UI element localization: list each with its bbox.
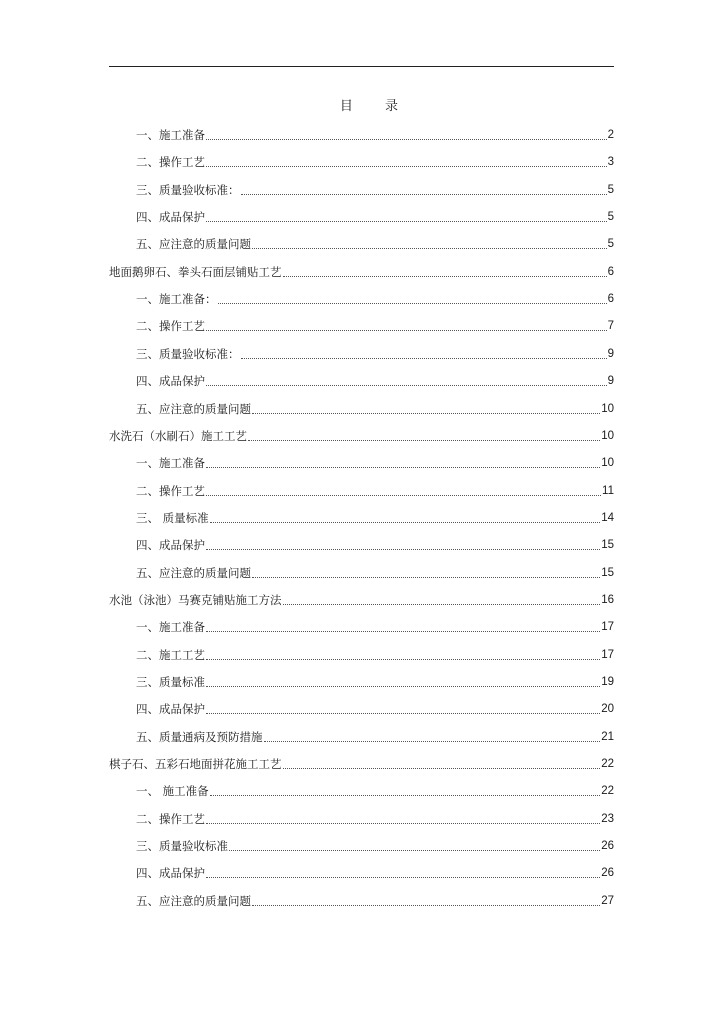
toc-leader-dots xyxy=(248,440,600,441)
toc-leader-dots xyxy=(241,194,607,195)
toc-entry[interactable] xyxy=(136,154,614,170)
toc-leader-dots xyxy=(206,330,607,331)
toc-page-number: 5 xyxy=(607,184,614,196)
toc-entry-title: 地面鹅卵石、拳头石面层铺贴工艺 xyxy=(109,265,282,279)
toc-leader-dots xyxy=(206,686,600,687)
toc-entry[interactable] xyxy=(136,865,614,881)
toc-entry-title: 三、质量验收标准： xyxy=(136,347,240,361)
toc-entry-title: 三、质量验收标准 xyxy=(136,839,228,853)
toc-page-number: 6 xyxy=(607,293,614,305)
toc-entry[interactable] xyxy=(136,811,614,827)
toc-entry[interactable] xyxy=(136,236,614,252)
toc-entry[interactable] xyxy=(136,783,614,799)
toc-entry[interactable] xyxy=(136,127,614,143)
toc-entry[interactable] xyxy=(136,729,614,745)
toc-page-number: 26 xyxy=(601,867,614,879)
toc-page-number: 10 xyxy=(601,430,614,442)
toc-page-number: 20 xyxy=(601,703,614,715)
toc-entry-title: 二、施工工艺 xyxy=(136,648,205,662)
toc-leader-dots xyxy=(283,604,601,605)
toc-leader-dots xyxy=(206,823,600,824)
toc-entry-title: 一、施工准备： xyxy=(136,292,217,306)
toc-page-number: 9 xyxy=(607,348,614,360)
toc-page-number: 19 xyxy=(601,676,614,688)
toc-title: 目 录 xyxy=(339,99,413,114)
toc-entry-title: 三、 质量标准 xyxy=(136,511,209,525)
toc-entry-title: 五、应注意的质量问题 xyxy=(136,566,251,580)
toc-leader-dots xyxy=(252,248,607,249)
toc-leader-dots xyxy=(206,495,601,496)
toc-leader-dots xyxy=(206,139,607,140)
toc-leader-dots xyxy=(206,877,600,878)
toc-entry[interactable] xyxy=(136,838,614,854)
toc-page-number: 5 xyxy=(607,211,614,223)
toc-entry[interactable] xyxy=(136,701,614,717)
toc-entry-title: 一、施工准备 xyxy=(136,456,205,470)
toc-page-number: 27 xyxy=(601,895,614,907)
toc-leader-dots xyxy=(206,659,600,660)
toc-page-number: 9 xyxy=(607,375,614,387)
toc-entry-title: 一、施工准备 xyxy=(136,620,205,634)
toc-leader-dots xyxy=(229,850,600,851)
toc-page-number: 6 xyxy=(607,266,614,278)
toc-page-number: 7 xyxy=(607,320,614,332)
toc-leader-dots xyxy=(206,549,600,550)
toc-page-number: 22 xyxy=(601,758,614,770)
toc-page-number: 10 xyxy=(601,457,614,469)
toc-entry[interactable] xyxy=(136,182,614,198)
toc-entry[interactable] xyxy=(136,537,614,553)
toc-entry-title: 水洗石（水刷石）施工工艺 xyxy=(109,429,247,443)
toc-entry[interactable] xyxy=(136,401,614,417)
toc-leader-dots xyxy=(206,221,607,222)
toc-entry-title: 一、 施工准备 xyxy=(136,784,209,798)
toc-entry-title: 四、成品保护 xyxy=(136,702,205,716)
toc-leader-dots xyxy=(210,522,601,523)
toc-entry-title: 二、操作工艺 xyxy=(136,155,205,169)
toc-entry-title: 水池（泳池）马赛克铺贴施工方法 xyxy=(109,593,282,607)
toc-entry-title: 四、成品保护 xyxy=(136,866,205,880)
toc-page-number: 15 xyxy=(601,567,614,579)
toc-leader-dots xyxy=(218,303,607,304)
toc-entry[interactable] xyxy=(136,455,614,471)
toc-entry-title: 四、成品保护 xyxy=(136,538,205,552)
toc-page-number: 21 xyxy=(601,731,614,743)
toc-entry[interactable] xyxy=(136,647,614,663)
toc-leader-dots xyxy=(206,631,600,632)
toc-leader-dots xyxy=(283,276,607,277)
toc-entry[interactable] xyxy=(109,264,614,280)
toc-leader-dots xyxy=(206,166,607,167)
toc-entry-title: 二、操作工艺 xyxy=(136,484,205,498)
toc-page-number: 5 xyxy=(607,238,614,250)
toc-entry-title: 棋子石、五彩石地面拼花施工工艺 xyxy=(109,757,282,771)
toc-page-number: 16 xyxy=(601,594,614,606)
toc-page-number: 15 xyxy=(601,539,614,551)
toc-entry-title: 二、操作工艺 xyxy=(136,812,205,826)
toc-entry-title: 五、应注意的质量问题 xyxy=(136,237,251,251)
toc-leader-dots xyxy=(283,768,601,769)
header-rule xyxy=(109,66,614,67)
toc-entry-title: 五、应注意的质量问题 xyxy=(136,894,251,908)
toc-page-number: 3 xyxy=(607,156,614,168)
toc-page-number: 22 xyxy=(601,785,614,797)
toc-entry[interactable] xyxy=(136,346,614,362)
toc-entry[interactable] xyxy=(136,674,614,690)
toc-entry[interactable] xyxy=(136,510,614,526)
toc-entry[interactable] xyxy=(136,209,614,225)
toc-entry[interactable] xyxy=(136,893,614,909)
toc-page-number: 26 xyxy=(601,840,614,852)
toc-entry[interactable] xyxy=(136,318,614,334)
toc-leader-dots xyxy=(252,413,600,414)
toc-page-number: 23 xyxy=(601,813,614,825)
toc-entry-title: 二、操作工艺 xyxy=(136,319,205,333)
toc-entry-title: 三、质量验收标准： xyxy=(136,183,240,197)
toc-entry-title: 一、施工准备 xyxy=(136,128,205,142)
toc-entry-title: 五、应注意的质量问题 xyxy=(136,402,251,416)
toc-entry[interactable] xyxy=(136,291,614,307)
toc-entry-title: 四、成品保护 xyxy=(136,374,205,388)
toc-leader-dots xyxy=(252,577,600,578)
toc-leader-dots xyxy=(252,905,600,906)
toc-leader-dots xyxy=(241,358,607,359)
toc-entry[interactable] xyxy=(136,373,614,389)
toc-leader-dots xyxy=(206,467,600,468)
toc-leader-dots xyxy=(264,741,601,742)
toc-entry[interactable] xyxy=(109,592,614,608)
toc-entry[interactable] xyxy=(136,619,614,635)
toc-leader-dots xyxy=(210,795,601,796)
toc-page-number: 17 xyxy=(601,649,614,661)
toc-entry-title: 五、质量通病及预防措施 xyxy=(136,730,263,744)
toc-entry-title: 四、成品保护 xyxy=(136,210,205,224)
toc-entry-title: 三、质量标准 xyxy=(136,675,205,689)
toc-entry[interactable] xyxy=(109,428,614,444)
toc-leader-dots xyxy=(206,385,607,386)
toc-entry[interactable] xyxy=(109,756,614,772)
toc-page-number: 11 xyxy=(602,485,614,497)
toc-entry[interactable] xyxy=(136,483,614,499)
toc-page-number: 17 xyxy=(601,621,614,633)
toc-page-number: 14 xyxy=(601,512,614,524)
toc-page-number: 2 xyxy=(607,129,614,141)
toc-entry[interactable] xyxy=(136,565,614,581)
toc-leader-dots xyxy=(206,713,600,714)
toc-page-number: 10 xyxy=(601,403,614,415)
